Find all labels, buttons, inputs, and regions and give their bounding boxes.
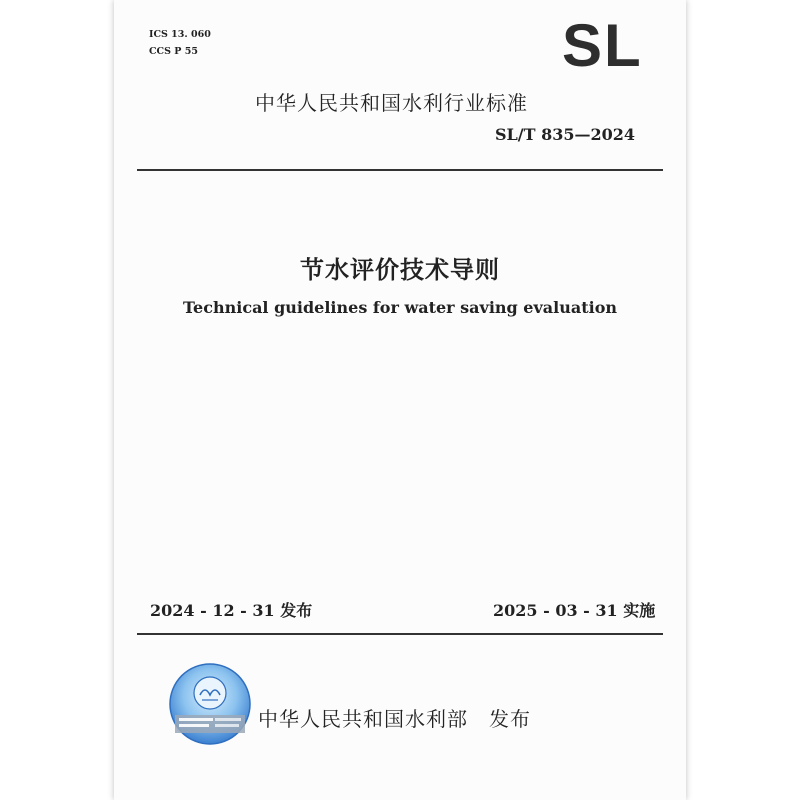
ccs-code: CCS P 55 <box>149 46 198 57</box>
ics-code: ICS 13. 060 <box>149 29 211 40</box>
standard-type: 中华人民共和国水利行业标准 <box>255 91 528 115</box>
top-divider <box>137 169 663 171</box>
publish-date: 2024 - 12 - 31 发布 <box>150 601 313 620</box>
sl-logo: SL <box>562 12 643 79</box>
title-english: Technical guidelines for water saving evaluation <box>182 298 617 317</box>
title-chinese: 节水评价技术导则 <box>300 256 500 284</box>
publisher: 中华人民共和国水利部 发布 <box>258 707 531 731</box>
bottom-divider <box>137 633 663 635</box>
standard-code: SL/T 835—2024 <box>495 125 636 144</box>
hologram-seal-icon <box>169 663 251 745</box>
effective-date: 2025 - 03 - 31 实施 <box>493 601 656 620</box>
classification-codes <box>149 26 211 60</box>
